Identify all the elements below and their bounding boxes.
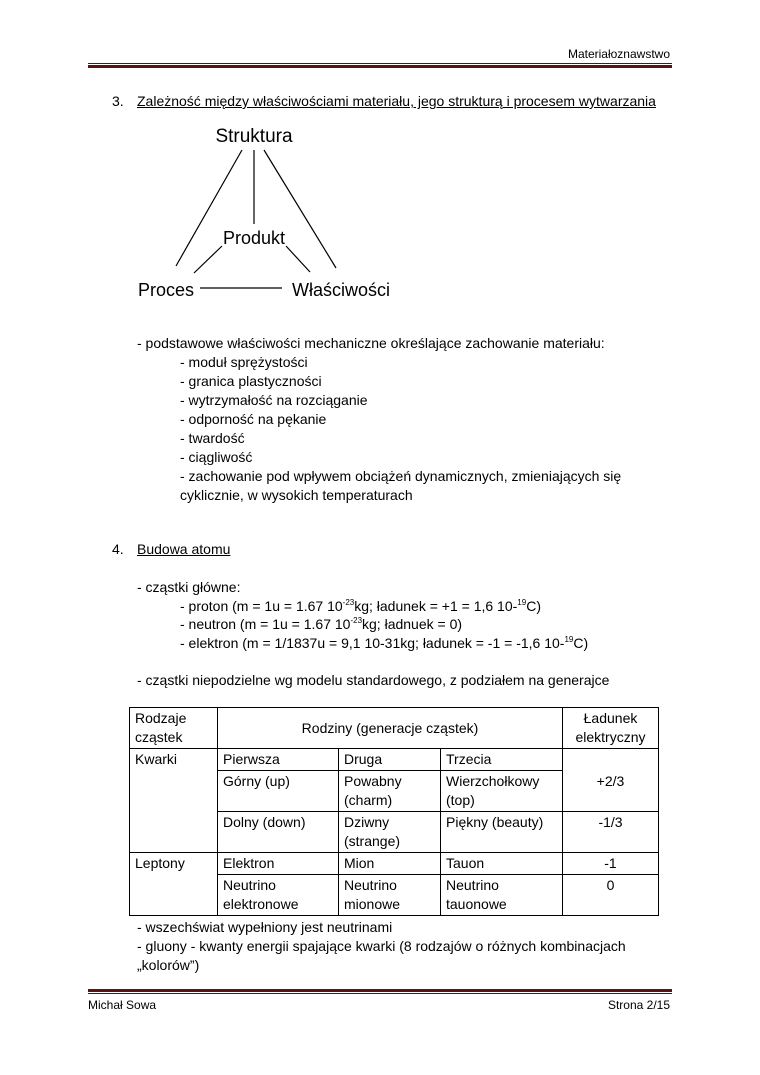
mech-property-item: - odporność na pękanie bbox=[180, 411, 327, 427]
diagram-edge-center-left bbox=[194, 246, 222, 273]
table-cell: Tauon bbox=[441, 853, 563, 875]
section3-title: Zależność między właściwościami materiału, jego strukturą i procesem wytwarzania bbox=[137, 93, 656, 109]
table-cell: Mion bbox=[339, 853, 441, 875]
table-row bbox=[130, 853, 659, 875]
table-cell-charge: +2/3 bbox=[563, 771, 659, 812]
table-header-type: Rodzaje cząstek bbox=[130, 708, 218, 749]
table-cell: Piękny (beauty) bbox=[441, 812, 563, 853]
footer-rule-thick bbox=[88, 989, 672, 992]
table-cell-empty bbox=[563, 749, 659, 771]
diagram-label-struktura: Struktura bbox=[215, 126, 293, 147]
table-header-charge: Ładunek elektryczny bbox=[563, 708, 659, 749]
diagram-edge-center-right bbox=[286, 246, 310, 272]
table-cell-gen2: Druga bbox=[339, 749, 441, 771]
table-cell-gen3: Trzecia bbox=[441, 749, 563, 771]
section3-number: 3. bbox=[112, 93, 124, 109]
note-gluons-continued: „kolorów”) bbox=[137, 957, 200, 973]
section4-title: Budowa atomu bbox=[137, 541, 231, 557]
note-neutrinos: - wszechświat wypełniony jest neutrinami bbox=[137, 919, 393, 935]
table-cell: Neutrino mionowe bbox=[339, 875, 441, 916]
table-header-families: Rodziny (generacje cząstek) bbox=[218, 708, 563, 749]
table-row bbox=[130, 708, 659, 749]
neutron-line: - neutron (m = 1u = 1.67 $10^{-23}kg$; ładnuek = 0) bbox=[180, 616, 463, 632]
main-particles-intro: - cząstki główne: bbox=[137, 579, 241, 595]
table-cell: Górny (up) bbox=[218, 771, 339, 812]
mech-property-item: - moduł sprężystości bbox=[180, 354, 308, 370]
table-cell: Powabny (charm) bbox=[339, 771, 441, 812]
table-cell: Dolny (down) bbox=[218, 812, 339, 853]
table-cell-leptony: Leptony bbox=[130, 853, 218, 916]
mech-property-item: - wytrzymałość na rozciąganie bbox=[180, 392, 368, 408]
diagram-label-proces: Proces bbox=[138, 280, 195, 300]
structure-property-diagram bbox=[130, 118, 410, 306]
header-rule-thin bbox=[88, 63, 672, 64]
diagram-label-produkt: Produkt bbox=[222, 228, 286, 248]
table-cell-kwarki: Kwarki bbox=[130, 749, 218, 853]
table-cell-charge: -1 bbox=[563, 853, 659, 875]
table-cell: Dziwny (strange) bbox=[339, 812, 441, 853]
mech-property-item-continued: cyklicznie, w wysokich temperaturach bbox=[180, 487, 413, 503]
header-rule-thick bbox=[88, 65, 672, 68]
mech-property-item: - granica plastyczności bbox=[180, 373, 322, 389]
diagram-edge-top-left bbox=[176, 150, 242, 266]
table-cell: Neutrino tauonowe bbox=[441, 875, 563, 916]
footer-rule-thin bbox=[88, 993, 672, 994]
table-row bbox=[130, 749, 659, 771]
section4-number: 4. bbox=[112, 541, 124, 557]
footer-author: Michał Sowa bbox=[88, 998, 157, 1012]
diagram-edge-top-right bbox=[264, 150, 336, 268]
header-title: Materiałoznawstwo bbox=[567, 47, 670, 61]
table-cell: Elektron bbox=[218, 853, 339, 875]
standard-model-intro: - cząstki niepodzielne wg modelu standardowego, z podziałem na generajce bbox=[137, 672, 610, 688]
table-cell-gen1: Pierwsza bbox=[218, 749, 339, 771]
electron-line: - elektron (m = 1/1837u = 9,1 10-31kg; ładunek = -1 = -1,6 10-$^{19}$C) bbox=[180, 635, 589, 651]
mech-property-item: - zachowanie pod wpływem obciążeń dynamicznych, zmieniających się bbox=[180, 468, 622, 484]
particle-generations-table bbox=[129, 707, 659, 916]
table-cell-charge: 0 bbox=[563, 875, 659, 916]
proton-line: - proton (m = 1u = 1.67 $10^{-23}kg$; ładunek = +1 = 1,6 10-$^{19}$C) bbox=[180, 598, 541, 614]
table-cell-charge: -1/3 bbox=[563, 812, 659, 853]
note-gluons: - gluony - kwanty energii spajające kwarki (8 rodzajów o różnych kombinacjach bbox=[137, 938, 626, 954]
mech-property-item: - twardość bbox=[180, 430, 245, 446]
footer-page-number: Strona 2/15 bbox=[607, 998, 670, 1012]
table-cell: Neutrino elektronowe bbox=[218, 875, 339, 916]
mech-properties-intro: - podstawowe właściwości mechaniczne określające zachowanie materiału: bbox=[137, 335, 605, 351]
diagram-label-wlasciwosci: Właściwości bbox=[292, 280, 391, 300]
table-cell: Wierzchołkowy (top) bbox=[441, 771, 563, 812]
mech-property-item: - ciągliwość bbox=[180, 449, 253, 465]
